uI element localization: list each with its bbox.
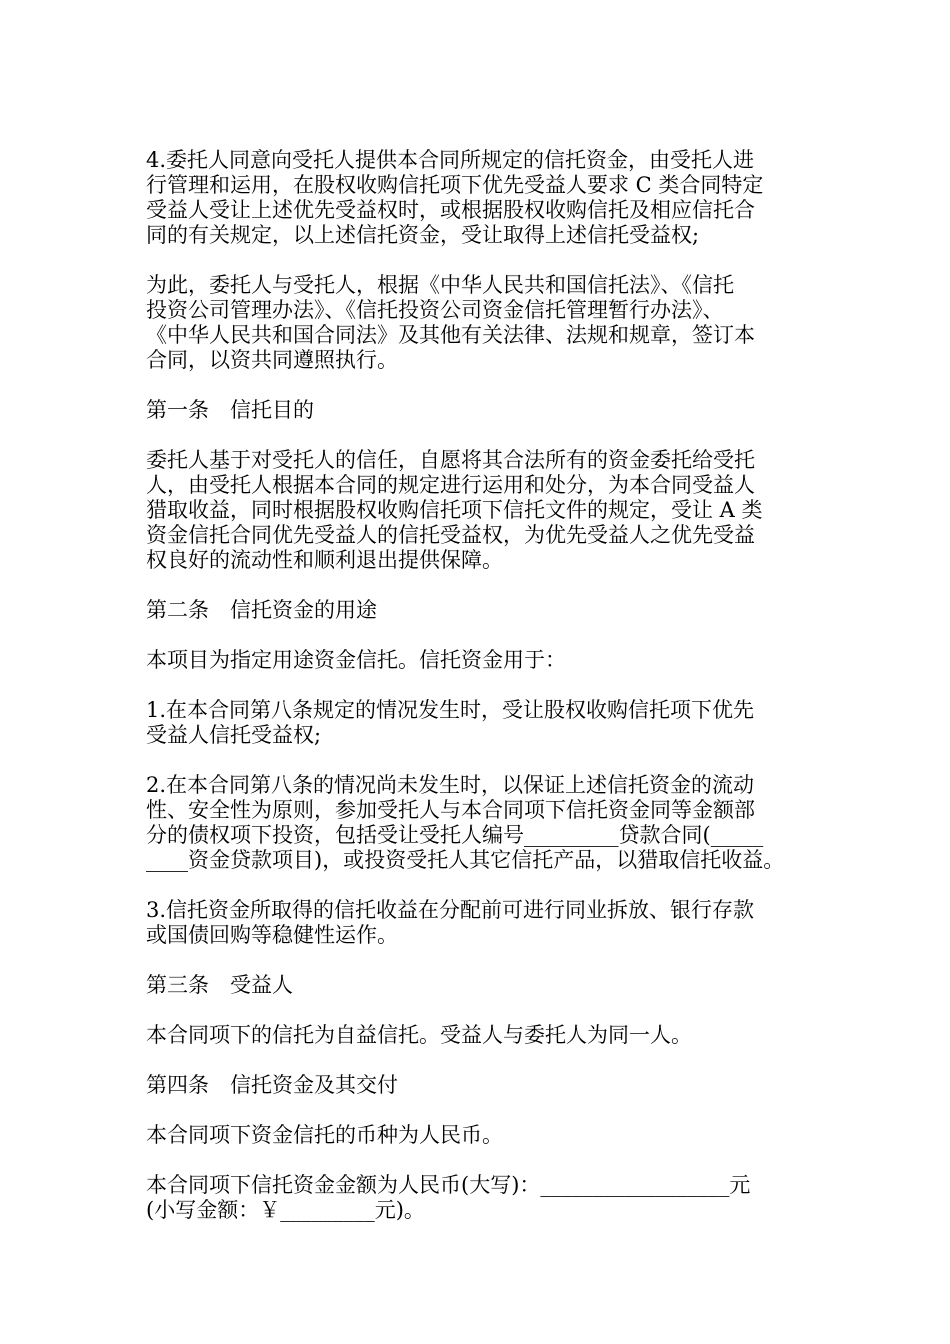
text-line: 或国债回购等稳健性运作。 xyxy=(146,923,398,947)
text-line: ____资金贷款项目)，或投资受托人其它信托产品，以猎取信托收益。 xyxy=(146,848,785,872)
text-line: 人，由受托人根据本合同的规定进行运用和处分，为本合同受益人 xyxy=(146,473,755,497)
paragraph-beneficiary: 本合同项下的信托为自益信托。受益人与委托人为同一人。 xyxy=(146,1023,692,1047)
article-4-heading: 第四条 信托资金及其交付 xyxy=(146,1073,398,1097)
text-line: 合同，以资共同遵照执行。 xyxy=(146,348,398,372)
text-line: 本合同项下信托资金金额为人民币(大写)：__________________元 xyxy=(146,1173,751,1197)
text-line: 猎取收益，同时根据股权收购信托项下信托文件的规定，受让 A 类 xyxy=(146,498,763,522)
document-body xyxy=(146,148,816,1248)
article-3-heading: 第三条 受益人 xyxy=(146,973,293,997)
paragraph-currency: 本合同项下资金信托的币种为人民币。 xyxy=(146,1123,503,1147)
text-line: 委托人基于对受托人的信任，自愿将其合法所有的资金委托给受托 xyxy=(146,448,755,472)
text-line: 投资公司管理办法》、《信托投资公司资金信托管理暂行办法》、 xyxy=(146,298,724,322)
text-line: 1.在本合同第八条规定的情况发生时，受让股权收购信托项下优先 xyxy=(146,698,755,722)
paragraph-clause-4 xyxy=(146,148,816,248)
text-line: 受益人信托受益权; xyxy=(146,723,322,747)
text-line: 同的有关规定，以上述信托资金，受让取得上述信托受益权; xyxy=(146,223,700,247)
paragraph-fund-usage-intro: 本项目为指定用途资金信托。信托资金用于： xyxy=(146,648,566,672)
text-line: 3.信托资金所取得的信托收益在分配前可进行同业拆放、银行存款 xyxy=(146,898,755,922)
text-line: 性、安全性为原则，参加受托人与本合同项下信托资金同等金额部 xyxy=(146,798,755,822)
text-line: 受益人受让上述优先受益权时，或根据股权收购信托及相应信托合 xyxy=(146,198,755,222)
article-1-heading: 第一条 信托目的 xyxy=(146,398,314,422)
article-2-heading: 第二条 信托资金的用途 xyxy=(146,598,377,622)
text-line: 2.在本合同第八条的情况尚未发生时，以保证上述信托资金的流动 xyxy=(146,773,755,797)
text-line: 权良好的流动性和顺利退出提供保障。 xyxy=(146,548,503,572)
text-line: 资金信托合同优先受益人的信托受益权，为优先受益人之优先受益 xyxy=(146,523,755,547)
paragraph-usage-2 xyxy=(146,773,816,873)
text-line: 分的债权项下投资，包括受让受托人编号_________贷款合同(_____ xyxy=(146,823,764,847)
paragraph-usage-1 xyxy=(146,698,816,748)
text-line: 为此，委托人与受托人，根据《中华人民共和国信托法》、《信托 xyxy=(146,273,734,297)
text-line: 《中华人民共和国合同法》及其他有关法律、法规和规章，签订本 xyxy=(146,323,755,347)
paragraph-usage-3 xyxy=(146,898,816,948)
paragraph-legal-basis xyxy=(146,273,816,373)
paragraph-amount xyxy=(146,1173,816,1223)
paragraph-trust-purpose xyxy=(146,448,816,573)
text-line: 行管理和运用，在股权收购信托项下优先受益人要求 C 类合同特定 xyxy=(146,173,764,197)
text-line: (小写金额：￥_________元)。 xyxy=(146,1198,425,1222)
text-line: 4.委托人同意向受托人提供本合同所规定的信托资金，由受托人进 xyxy=(146,148,755,172)
